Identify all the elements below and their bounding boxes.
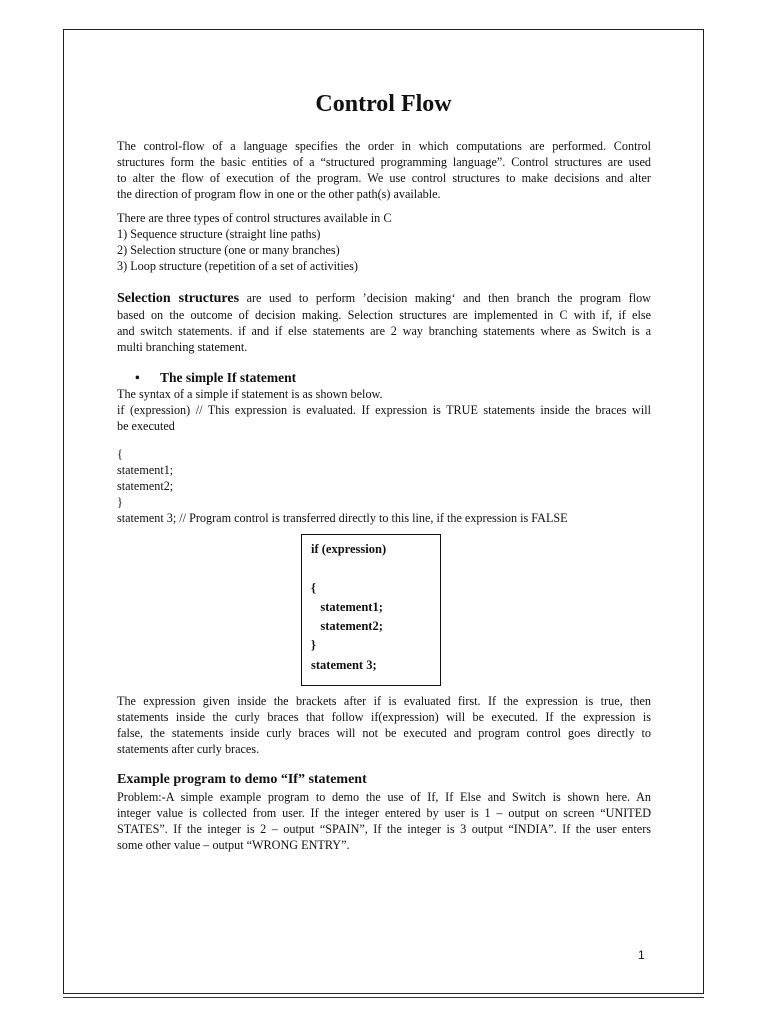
code-box-line: statement1; bbox=[311, 599, 383, 614]
code-box-line: statement 3; bbox=[311, 657, 377, 672]
simple-if-heading: The simple If statement bbox=[160, 370, 297, 385]
code-box-line bbox=[311, 559, 440, 578]
types-list bbox=[117, 210, 651, 274]
syntax-intro: The syntax of a simple if statement is as shown below. bbox=[117, 387, 383, 401]
page-frame-shadow-line bbox=[63, 997, 704, 998]
explanation-line: statements after curly braces. bbox=[117, 742, 260, 756]
example-line: some other value – output “WRONG ENTRY”. bbox=[117, 838, 350, 852]
example-section bbox=[117, 771, 651, 853]
types-item: 2) Selection structure (one or many branches) bbox=[117, 243, 340, 257]
selection-lead: Selection structures bbox=[117, 291, 240, 306]
example-line: Problem:-A simple example program to demo the use of If, If Else and Switch is shown here. An bbox=[117, 790, 651, 804]
code-snippet bbox=[117, 446, 651, 526]
code-line: statement1; bbox=[117, 463, 174, 477]
intro-line: structures form the basic entities of a “structured programming language”. Control structures are used bbox=[117, 155, 651, 169]
selection-paragraph bbox=[117, 290, 651, 355]
code-line: statement2; bbox=[117, 479, 174, 493]
types-heading: There are three types of control structures available in C bbox=[117, 211, 392, 225]
code-box-line: } bbox=[311, 638, 316, 653]
explanation-line: false, the statements inside curly braces will not be executed and program control goes directly to bbox=[117, 726, 651, 740]
selection-line: and switch statements. if and if else statements are 2 way branching statements where as Switch is a bbox=[117, 324, 651, 338]
selection-line: based on the outcome of decision making. Selection structures are implemented in C with if, if else bbox=[117, 308, 651, 322]
selection-first-line-rest: are used to perform ’decision making‘ and then branch the program flow bbox=[239, 291, 651, 305]
page-title: Control Flow bbox=[315, 91, 452, 117]
intro-line: The control-flow of a language specifies the order in which computations are performed. Control bbox=[117, 139, 651, 153]
intro-line: to alter the flow of execution of the program. We use control structures to make decisions and alter bbox=[117, 171, 651, 185]
intro-line: the direction of program flow in one or the other path(s) available. bbox=[117, 187, 441, 201]
types-item: 3) Loop structure (repetition of a set of activities) bbox=[117, 259, 358, 273]
code-line: } bbox=[117, 495, 123, 509]
expression-line: if (expression) // This expression is evaluated. If expression is TRUE statements inside the braces will bbox=[117, 403, 651, 417]
simple-if-section bbox=[117, 369, 651, 434]
types-item: 1) Sequence structure (straight line paths) bbox=[117, 227, 321, 241]
explanation-line: The expression given inside the brackets after if is evaluated first. If the expression is true, then bbox=[117, 694, 651, 708]
page-number: 1 bbox=[638, 948, 645, 962]
code-line: { bbox=[117, 447, 123, 461]
selection-line: multi branching statement. bbox=[117, 340, 248, 354]
bullet-icon: • bbox=[135, 370, 140, 385]
intro-paragraph bbox=[117, 138, 651, 202]
example-heading: Example program to demo “If” statement bbox=[117, 772, 367, 787]
example-line: STATES”. If the integer is 2 – output “SPAIN”, If the integer is 3 output “INDIA”. If the user enters bbox=[117, 822, 651, 836]
code-final-line: statement 3; // Program control is transferred directly to this line, if the expression is FALSE bbox=[117, 511, 568, 525]
code-box bbox=[301, 534, 441, 686]
expression-line: be executed bbox=[117, 419, 175, 433]
example-line: integer value is collected from user. If the integer entered by user is 1 – output on screen “UNITED bbox=[117, 806, 651, 820]
code-box-line: statement2; bbox=[311, 619, 383, 634]
code-box-line: if (expression) bbox=[311, 542, 387, 556]
simple-if-heading-row bbox=[117, 369, 651, 386]
selection-first-line bbox=[117, 290, 651, 307]
explanation-paragraph bbox=[117, 693, 651, 757]
explanation-line: statements inside the curly braces that follow if(expression) will be executed. If the expression is bbox=[117, 710, 651, 724]
code-box-line: { bbox=[311, 580, 316, 595]
